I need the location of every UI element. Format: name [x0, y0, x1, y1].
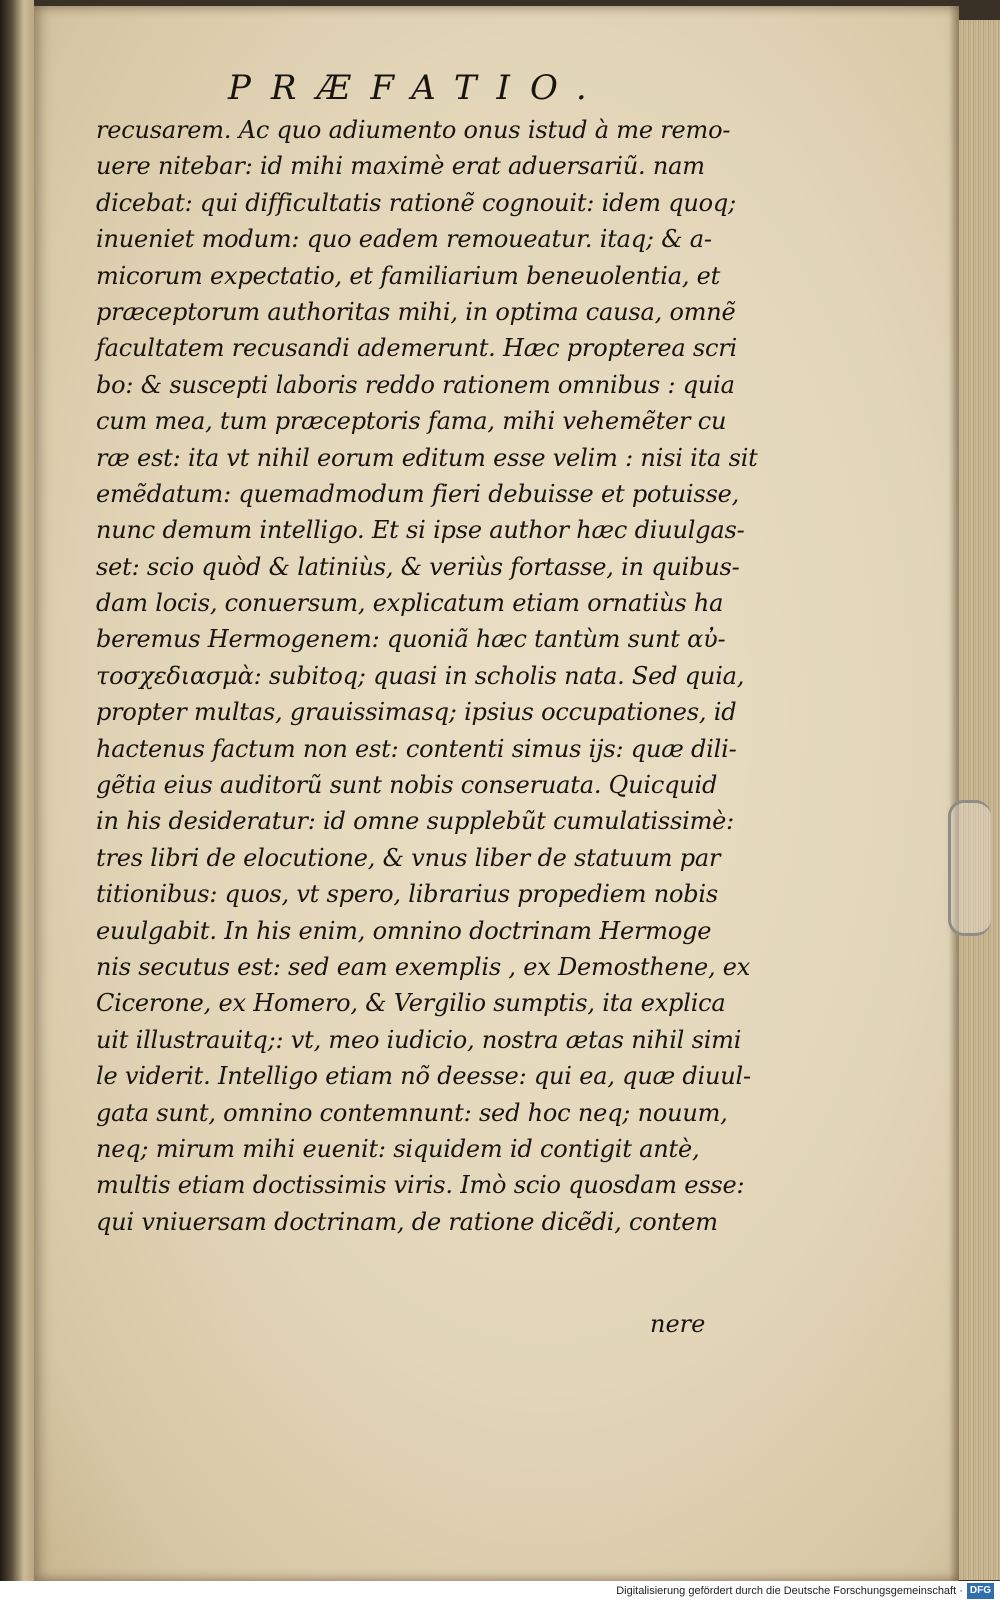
text-line: set: scio quòd & latiniùs, & veriùs fortasse, in quibus- [96, 552, 740, 581]
text-line: propter multas, grauissimasq; ipsius occupationes, id [96, 698, 737, 727]
text-line: euulgabit. In his enim, omnino doctrinam Hermoge [96, 916, 712, 945]
facing-page-edge [0, 0, 34, 1601]
text-line: recusarem. Ac quo adiumento onus istud à me remo- [96, 116, 731, 144]
text-line: nunc demum intelligo. Et si ipse author hæc diuulgas- [96, 516, 745, 545]
text-line: emẽdatum: quemadmodum fieri debuisse et potuisse, [96, 479, 740, 508]
text-line: dam locis, conuersum, explicatum etiam ornatiùs ha [96, 589, 724, 618]
text-line: dicebat: qui difficultatis rationẽ cognouit: idem quoq; [96, 188, 736, 217]
text-line: nis secutus est: sed eam exemplis , ex Demosthene, ex [96, 952, 751, 981]
catchword: nere [650, 1310, 706, 1338]
text-line: beremus Hermogenem: quoniã hæc tantùm sunt αὐ- [96, 625, 726, 654]
text-line: in his desideratur: id omne supplebũt cumulatissimè: [96, 807, 735, 836]
text-line: gẽtia eius auditorũ sunt nobis conseruata. Quicquid [96, 771, 718, 800]
text-line: multis etiam doctissimis viris. Imò scio quosdam esse: [96, 1171, 745, 1200]
text-line: facultatem recusandi ademerunt. Hæc propterea scri [96, 334, 737, 363]
body-text [96, 112, 756, 1240]
text-line: inueniet modum: quo eadem remoueatur. itaq; & a- [96, 225, 712, 254]
text-line: titionibus: quos, vt spero, librarius propediem nobis [96, 880, 719, 909]
running-header: PRÆFATIO. [228, 68, 607, 108]
text-line: Cicerone, ex Homero, & Vergilio sumptis, ita explica [96, 989, 726, 1018]
text-line: τοσχεδιασμὰ: subitoq; quasi in scholis nata. Sed quia, [96, 661, 745, 690]
text-line: cum mea, tum præceptoris fama, mihi vehemẽter cu [96, 407, 727, 436]
page-fold-shadow [949, 6, 959, 1581]
text-line: tres libri de elocutione, & vnus liber de statuum par [96, 843, 721, 872]
footer-bar [0, 1581, 1000, 1601]
text-line: uit illustrauitq;: vt, meo iudicio, nostra ætas nihil simi [96, 1025, 742, 1054]
text-line: micorum expectatio, et familiarium beneuolentia, et [96, 261, 721, 290]
text-line: hactenus factum non est: contenti simus ijs: quæ dili- [96, 734, 737, 763]
page-clip [948, 800, 991, 936]
text-line: le viderit. Intelligo etiam nõ deesse: qui ea, quæ diuul- [96, 1062, 751, 1091]
text-line: præceptorum authoritas mihi, in optima causa, omnẽ [96, 297, 736, 326]
text-line: gata sunt, omnino contemnunt: sed hoc neq; nouum, [96, 1098, 728, 1127]
text-line: qui vniuersam doctrinam, de ratione dicẽdi, contem [96, 1207, 718, 1236]
text-line: uere nitebar: id mihi maximè erat aduersariũ. nam [96, 152, 705, 181]
text-line: bo: & suscepti laboris reddo rationem omnibus : quia [96, 370, 735, 399]
text-line: ræ est: ita vt nihil eorum editum esse velim : nisi ita sit [96, 443, 758, 472]
footer-credit: Digitalisierung gefördert durch die Deutsche Forschungsgemeinschaft · [616, 1585, 963, 1597]
dfg-logo: DFG [967, 1583, 994, 1599]
text-line: neq; mirum mihi euenit: siquidem id contigit antè, [96, 1134, 700, 1163]
